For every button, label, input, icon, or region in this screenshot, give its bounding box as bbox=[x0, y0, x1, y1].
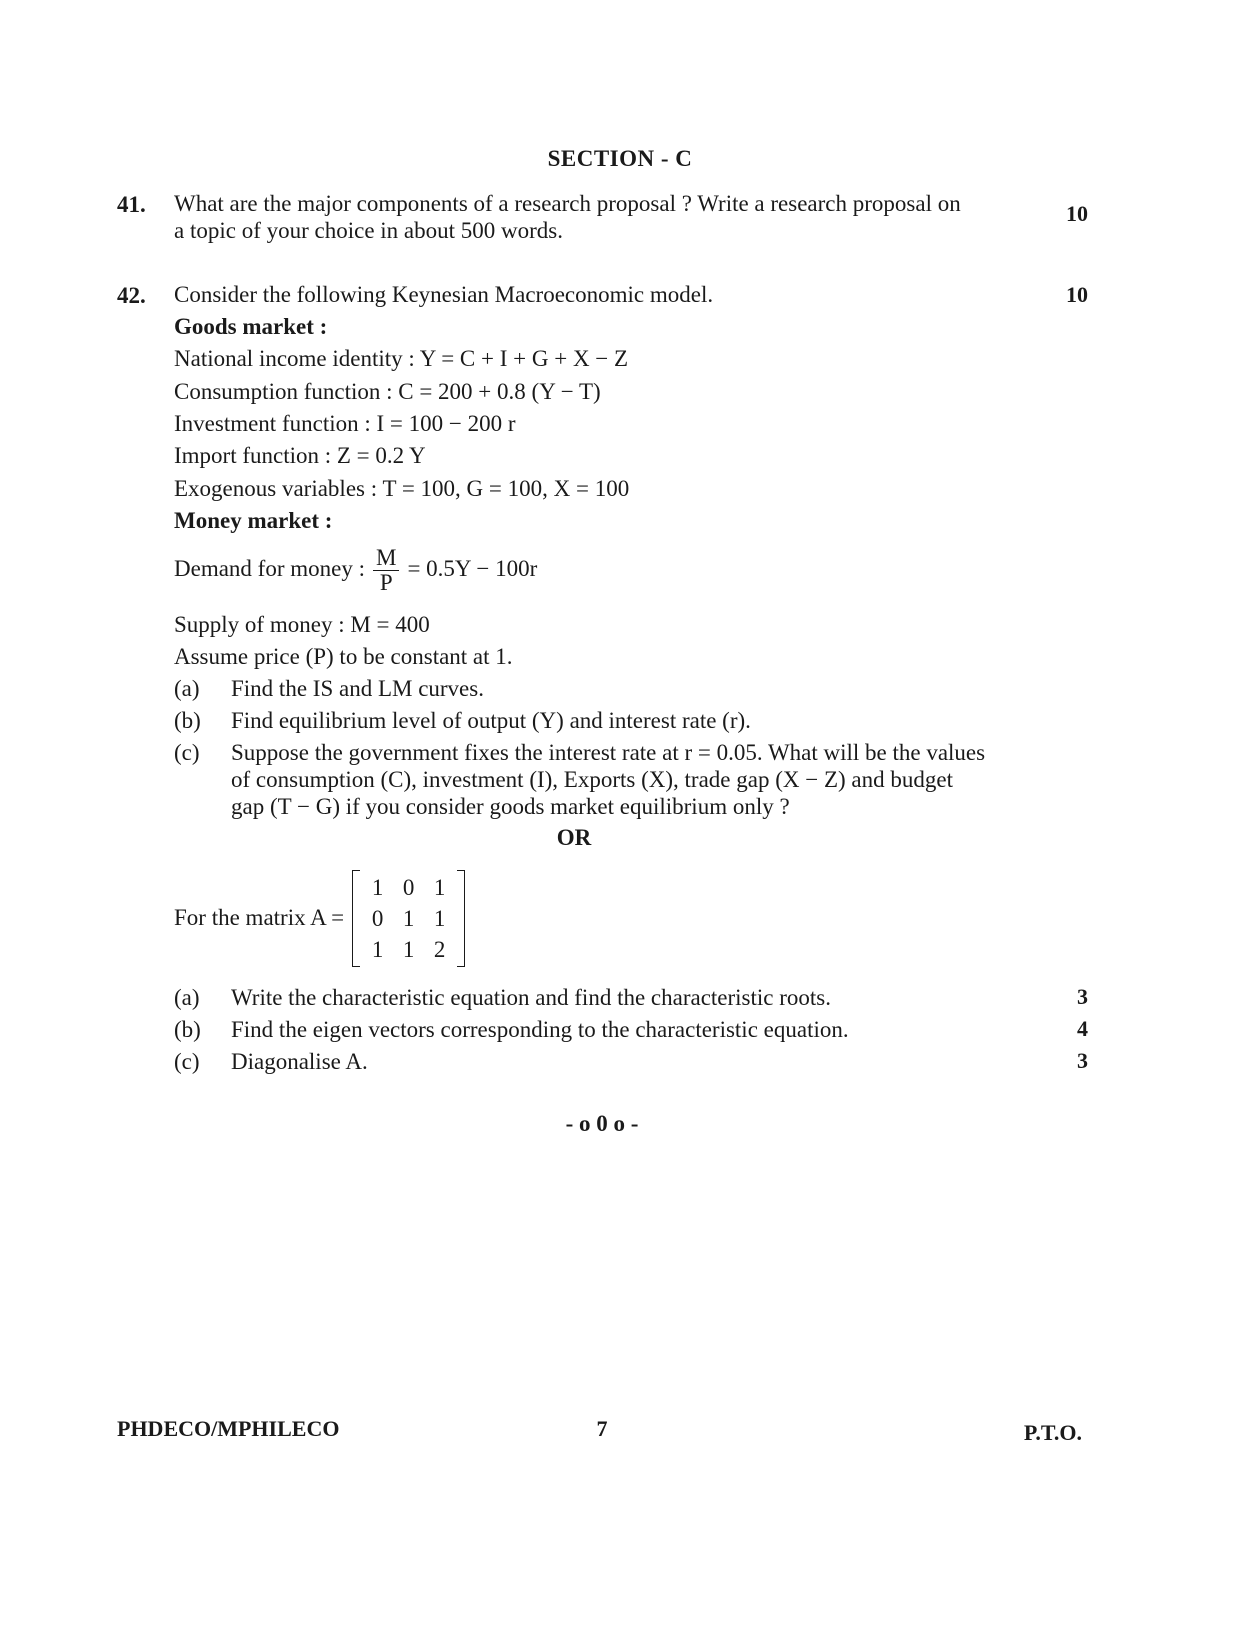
demand-for-money bbox=[174, 546, 537, 595]
part-c-label: (c) bbox=[174, 740, 200, 765]
investment-function: Investment function : I = 100 − 200 r bbox=[174, 411, 516, 436]
matrix-cell: 1 bbox=[433, 874, 446, 900]
matrix-label: For the matrix A = bbox=[174, 905, 345, 930]
question-41-line-1: What are the major components of a research proposal ? Write a research proposal on bbox=[174, 191, 961, 216]
assume-price: Assume price (P) to be constant at 1. bbox=[174, 644, 513, 669]
matrix-cell: 1 bbox=[371, 874, 384, 900]
page-number: 7 bbox=[596, 1416, 608, 1441]
alt-part-b-text: Find the eigen vectors corresponding to the characteristic equation. bbox=[231, 1017, 849, 1042]
matrix-cell: 0 bbox=[402, 874, 415, 900]
pto-marker: P.T.O. bbox=[1023, 1420, 1082, 1445]
question-41-line-2: a topic of your choice in about 500 words. bbox=[174, 218, 563, 243]
part-c-line-2: of consumption (C), investment (I), Exports (X), trade gap (X − Z) and budget bbox=[231, 767, 953, 792]
import-function: Import function : Z = 0.2 Y bbox=[174, 443, 426, 468]
consumption-function: Consumption function : C = 200 + 0.8 (Y − T) bbox=[174, 379, 601, 404]
paper-code: PHDECO/MPHILECO bbox=[117, 1416, 340, 1441]
alt-part-c-marks: 3 bbox=[1077, 1048, 1088, 1073]
part-b-label: (b) bbox=[174, 708, 201, 733]
matrix-cell: 1 bbox=[371, 936, 384, 962]
matrix-statement bbox=[174, 870, 465, 966]
matrix-cell: 1 bbox=[402, 936, 415, 962]
question-42-number: 42. bbox=[117, 283, 146, 308]
matrix-cell: 2 bbox=[433, 936, 446, 962]
alt-part-b-label: (b) bbox=[174, 1017, 201, 1042]
question-41-number: 41. bbox=[117, 192, 146, 217]
alt-part-b-marks: 4 bbox=[1077, 1016, 1088, 1041]
matrix-a bbox=[352, 870, 465, 967]
money-market-heading: Money market : bbox=[174, 508, 333, 533]
matrix-cell: 1 bbox=[433, 905, 446, 931]
money-fraction bbox=[373, 546, 399, 595]
fraction-numerator: M bbox=[373, 546, 399, 571]
or-separator: OR bbox=[556, 825, 592, 850]
demand-for-money-rhs: = 0.5Y − 100r bbox=[407, 555, 538, 581]
question-42-intro: Consider the following Keynesian Macroeconomic model. bbox=[174, 282, 714, 307]
matrix-cell: 1 bbox=[402, 905, 415, 931]
alt-part-a-marks: 3 bbox=[1077, 984, 1088, 1009]
question-41-marks: 10 bbox=[1066, 201, 1088, 226]
alt-part-a-text: Write the characteristic equation and find the characteristic roots. bbox=[231, 985, 831, 1010]
exogenous-variables: Exogenous variables : T = 100, G = 100, X = 100 bbox=[174, 476, 630, 501]
end-mark: - o 0 o - bbox=[565, 1111, 639, 1136]
goods-market-heading: Goods market : bbox=[174, 314, 328, 339]
alt-part-c-text: Diagonalise A. bbox=[231, 1049, 368, 1074]
part-c-line-1: Suppose the government fixes the interest rate at r = 0.05. What will be the values bbox=[231, 740, 986, 765]
section-title: SECTION - C bbox=[547, 146, 693, 171]
alt-part-c-label: (c) bbox=[174, 1049, 200, 1074]
part-a-text: Find the IS and LM curves. bbox=[231, 676, 484, 701]
national-income-identity: National income identity : Y = C + I + G + X − Z bbox=[174, 346, 629, 371]
question-42-marks: 10 bbox=[1066, 282, 1088, 307]
matrix-cell: 0 bbox=[371, 905, 384, 931]
supply-of-money: Supply of money : M = 400 bbox=[174, 612, 430, 637]
alt-part-a-label: (a) bbox=[174, 985, 200, 1010]
demand-for-money-label: Demand for money : bbox=[174, 555, 365, 581]
fraction-denominator: P bbox=[379, 570, 393, 595]
part-c-line-3: gap (T − G) if you consider goods market equilibrium only ? bbox=[231, 794, 790, 819]
part-b-text: Find equilibrium level of output (Y) and interest rate (r). bbox=[231, 708, 751, 733]
part-a-label: (a) bbox=[174, 676, 200, 701]
